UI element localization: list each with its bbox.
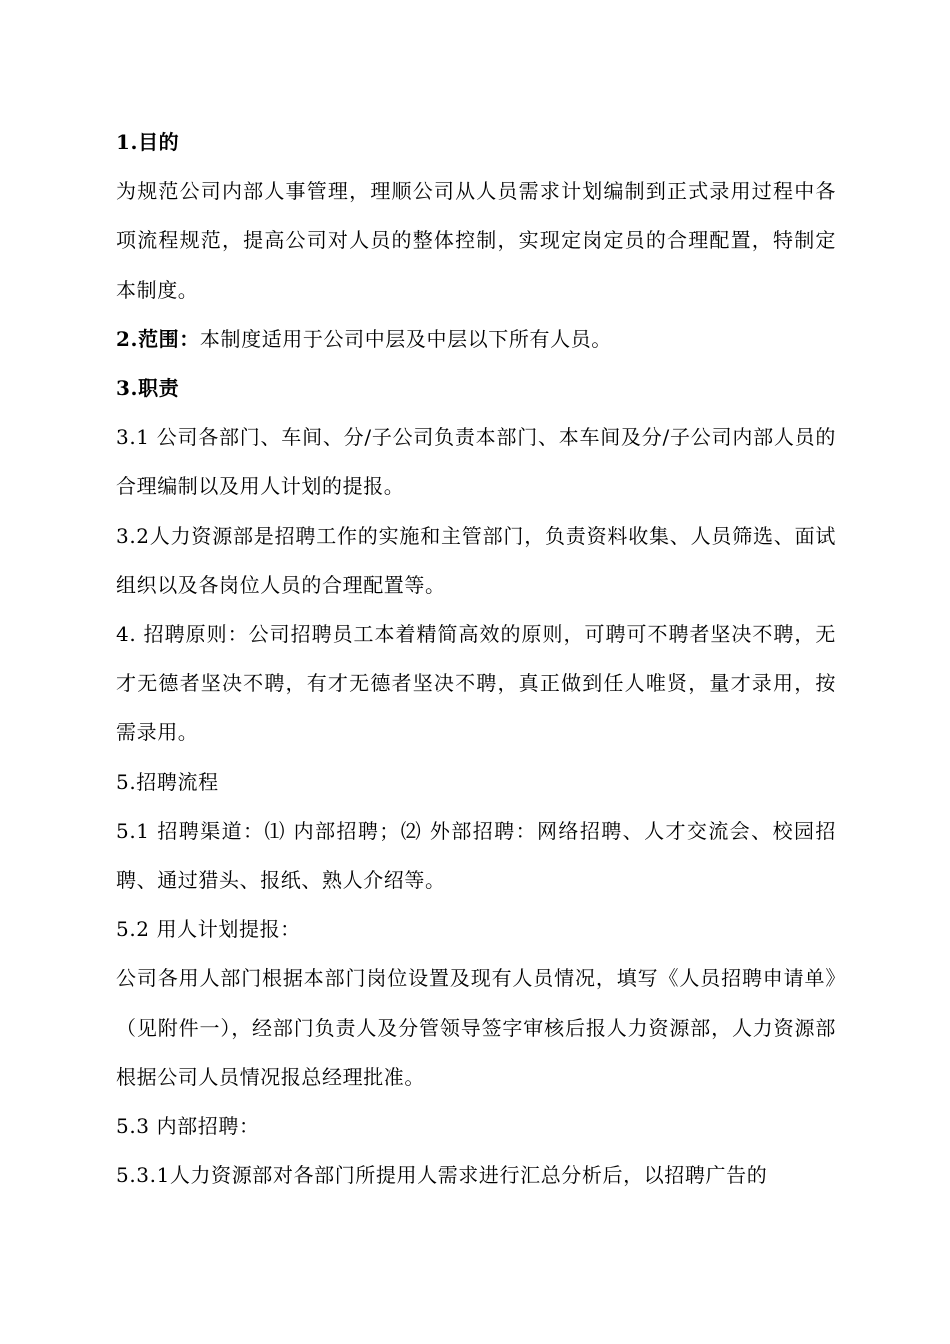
internal-5-3-1-paragraph: 5.3.1人力资源部对各部门所提用人需求进行汇总分析后，以招聘广告的 <box>116 1163 768 1188</box>
duty-3-1-paragraph: 3.1 公司各部门、车间、分/子公司负责本部门、本车间及分/子公司内部人员的合理编制以及用人计划的提报。 <box>116 425 836 499</box>
internal-heading: 5.3 内部招聘： <box>116 1114 260 1139</box>
channels-paragraph: 5.1 招聘渠道：⑴ 内部招聘；⑵ 外部招聘：网络招聘、人才交流会、校园招聘、通过猎头、报纸、熟人介绍等。 <box>116 818 836 893</box>
duty-3-2-paragraph: 3.2人力资源部是招聘工作的实施和主管部门，负责资料收集、人员筛选、面试组织以及各岗位人员的合理配置等。 <box>116 523 836 597</box>
plan-heading: 5.2 用人计划提报： <box>116 917 301 942</box>
scope-text: 本制度适用于公司中层及中层以下所有人员。 <box>199 326 612 351</box>
scope-paragraph <box>116 315 836 364</box>
document-body <box>116 118 836 1200</box>
scope-label: 2.范围： <box>116 326 200 351</box>
heading-process: 5.招聘流程 <box>116 769 219 794</box>
heading-purpose: 1.目的 <box>116 130 180 154</box>
heading-duties: 3.职责 <box>116 376 180 401</box>
purpose-paragraph: 为规范公司内部人事管理，理顺公司从人员需求计划编制到正式录用过程中各项流程规范，提高公司对人员的整体控制，实现定岗定员的合理配置，特制定本制度。 <box>116 179 836 302</box>
principle-paragraph: 4. 招聘原则：公司招聘员工本着精简高效的原则，可聘可不聘者坚决不聘，无才无德者坚决不聘，有才无德者坚决不聘，真正做到任人唯贤，量才录用，按需录用。 <box>116 622 836 745</box>
plan-paragraph: 公司各用人部门根据本部门岗位设置及现有人员情况，填写《人员招聘申请单》（见附件一），经部门负责人及分管领导签字审核后报人力资源部，人力资源部根据公司人员情况报总经理批准。 <box>116 966 836 1089</box>
